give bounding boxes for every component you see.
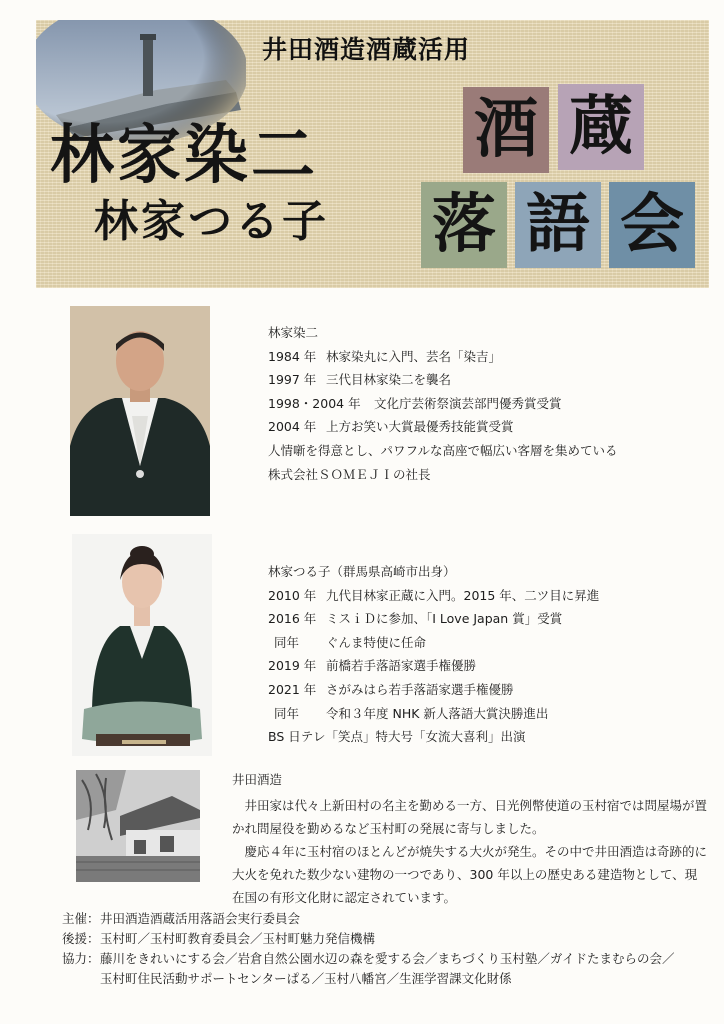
history-text: さがみはら若手落語家選手権優勝 bbox=[326, 681, 514, 697]
history-row bbox=[268, 392, 618, 416]
history-year: 2021 年 bbox=[268, 681, 317, 697]
history-year: 1997 年 bbox=[268, 372, 317, 388]
history-text: ミスｉＤに参加、「I Love Japan 賞」受賞 bbox=[326, 611, 563, 627]
coop-text-line1: 藤川をきれいにする会／岩倉自然公園水辺の森を愛する会／まちづくり玉村塾／ガイドたまむらの会／ bbox=[100, 951, 675, 966]
history-year: 2004 年 bbox=[268, 419, 317, 435]
history-year: 2019 年 bbox=[268, 658, 317, 674]
somezi-name: 林家染二 bbox=[268, 325, 319, 340]
performer-name-sub: 林家つる子 bbox=[94, 196, 329, 247]
footer-coop bbox=[62, 949, 675, 969]
ida-paragraph: 井田家は代々上新田村の名主を勤める一方、日光例幣使道の玉村宿では問屋場が置かれ問屋役を勤めるなど玉村町の発展に寄与しました。 bbox=[232, 798, 708, 837]
tsuruko-name: 林家つる子（群馬県高崎市出身） bbox=[268, 564, 456, 579]
coop-text-line2: 玉村町住民活動サポートセンターぱる／玉村八幡宮／生涯学習課文化財係 bbox=[100, 971, 512, 986]
support-label: 後援： bbox=[62, 931, 100, 946]
coop-label: 協力： bbox=[62, 951, 100, 966]
tile-go bbox=[515, 182, 601, 268]
history-row bbox=[268, 368, 618, 392]
tile-char: 語 bbox=[526, 187, 590, 262]
somezi-bio bbox=[268, 321, 618, 486]
ida-paragraph: 慶応４年に玉村宿のほとんどが焼失する大火が発生。その中で井田酒造は奇跡的に大火を免れた数少ない建物の一つであり、300 年以上の歴史ある建造物として、現在国の有形文化財に認定されています。 bbox=[232, 844, 708, 906]
ida-title: 井田酒造 bbox=[232, 772, 283, 787]
support-text: 玉村町／玉村町教育委員会／玉村町魅力発信機構 bbox=[100, 931, 376, 946]
history-year: 1998・2004 年 bbox=[268, 395, 361, 411]
tsuruko-photo bbox=[72, 534, 212, 756]
event-subtitle: 井田酒造酒蔵活用 bbox=[262, 35, 471, 64]
history-row bbox=[268, 702, 599, 726]
ida-brewery-photo bbox=[76, 770, 200, 882]
tile-kura bbox=[558, 84, 644, 170]
history-text: 九代目林家正蔵に入門。2015 年、二ツ目に昇進 bbox=[326, 587, 600, 603]
history-year: 同年 bbox=[274, 634, 300, 650]
bio-note: BS 日テレ「笑点」特大号「女流大喜利」出演 bbox=[268, 729, 526, 745]
tile-char: 会 bbox=[620, 187, 684, 262]
history-year: 2010 年 bbox=[268, 587, 317, 603]
tile-char: 酒 bbox=[474, 92, 538, 167]
title-banner bbox=[36, 20, 709, 288]
history-text: 三代目林家染二を襲名 bbox=[326, 372, 452, 388]
history-text: 林家染丸に入門、芸名「染吉」 bbox=[326, 348, 502, 364]
tile-char: 落 bbox=[432, 187, 496, 262]
history-text: 文化庁芸術祭演芸部門優秀賞受賞 bbox=[374, 395, 562, 411]
history-row bbox=[268, 678, 599, 702]
tsuruko-bio bbox=[268, 560, 599, 749]
history-year: 1984 年 bbox=[268, 348, 317, 364]
host-label: 主催： bbox=[62, 911, 100, 926]
history-text: 令和３年度 NHK 新人落語大賞決勝進出 bbox=[326, 705, 549, 721]
history-row bbox=[268, 584, 599, 608]
footer-coop-cont bbox=[100, 969, 512, 989]
history-row bbox=[268, 415, 618, 439]
history-year: 同年 bbox=[274, 705, 300, 721]
history-text: ぐんま特使に任命 bbox=[326, 634, 427, 650]
somezi-photo bbox=[70, 306, 210, 516]
tile-kai bbox=[609, 182, 695, 268]
tile-char: 蔵 bbox=[569, 89, 633, 164]
tile-sake bbox=[463, 87, 549, 173]
history-row bbox=[268, 631, 599, 655]
bio-note: 人情噺を得意とし、パワフルな高座で幅広い客層を集めている bbox=[268, 442, 618, 458]
history-text: 前橋若手落語家選手権優勝 bbox=[326, 658, 477, 674]
history-text: 上方お笑い大賞最優秀技能賞受賞 bbox=[326, 419, 514, 435]
performer-name-main: 林家染二 bbox=[50, 119, 318, 193]
history-row bbox=[268, 654, 599, 678]
tile-raku bbox=[421, 182, 507, 268]
history-year: 2016 年 bbox=[268, 611, 317, 627]
bio-note: 株式会社ＳＯＭＥＪＩの社長 bbox=[268, 466, 431, 482]
footer-support bbox=[62, 929, 375, 949]
footer-host bbox=[62, 909, 300, 929]
history-row bbox=[268, 607, 599, 631]
history-row bbox=[268, 345, 618, 369]
host-text: 井田酒造酒蔵活用落語会実行委員会 bbox=[100, 911, 301, 926]
